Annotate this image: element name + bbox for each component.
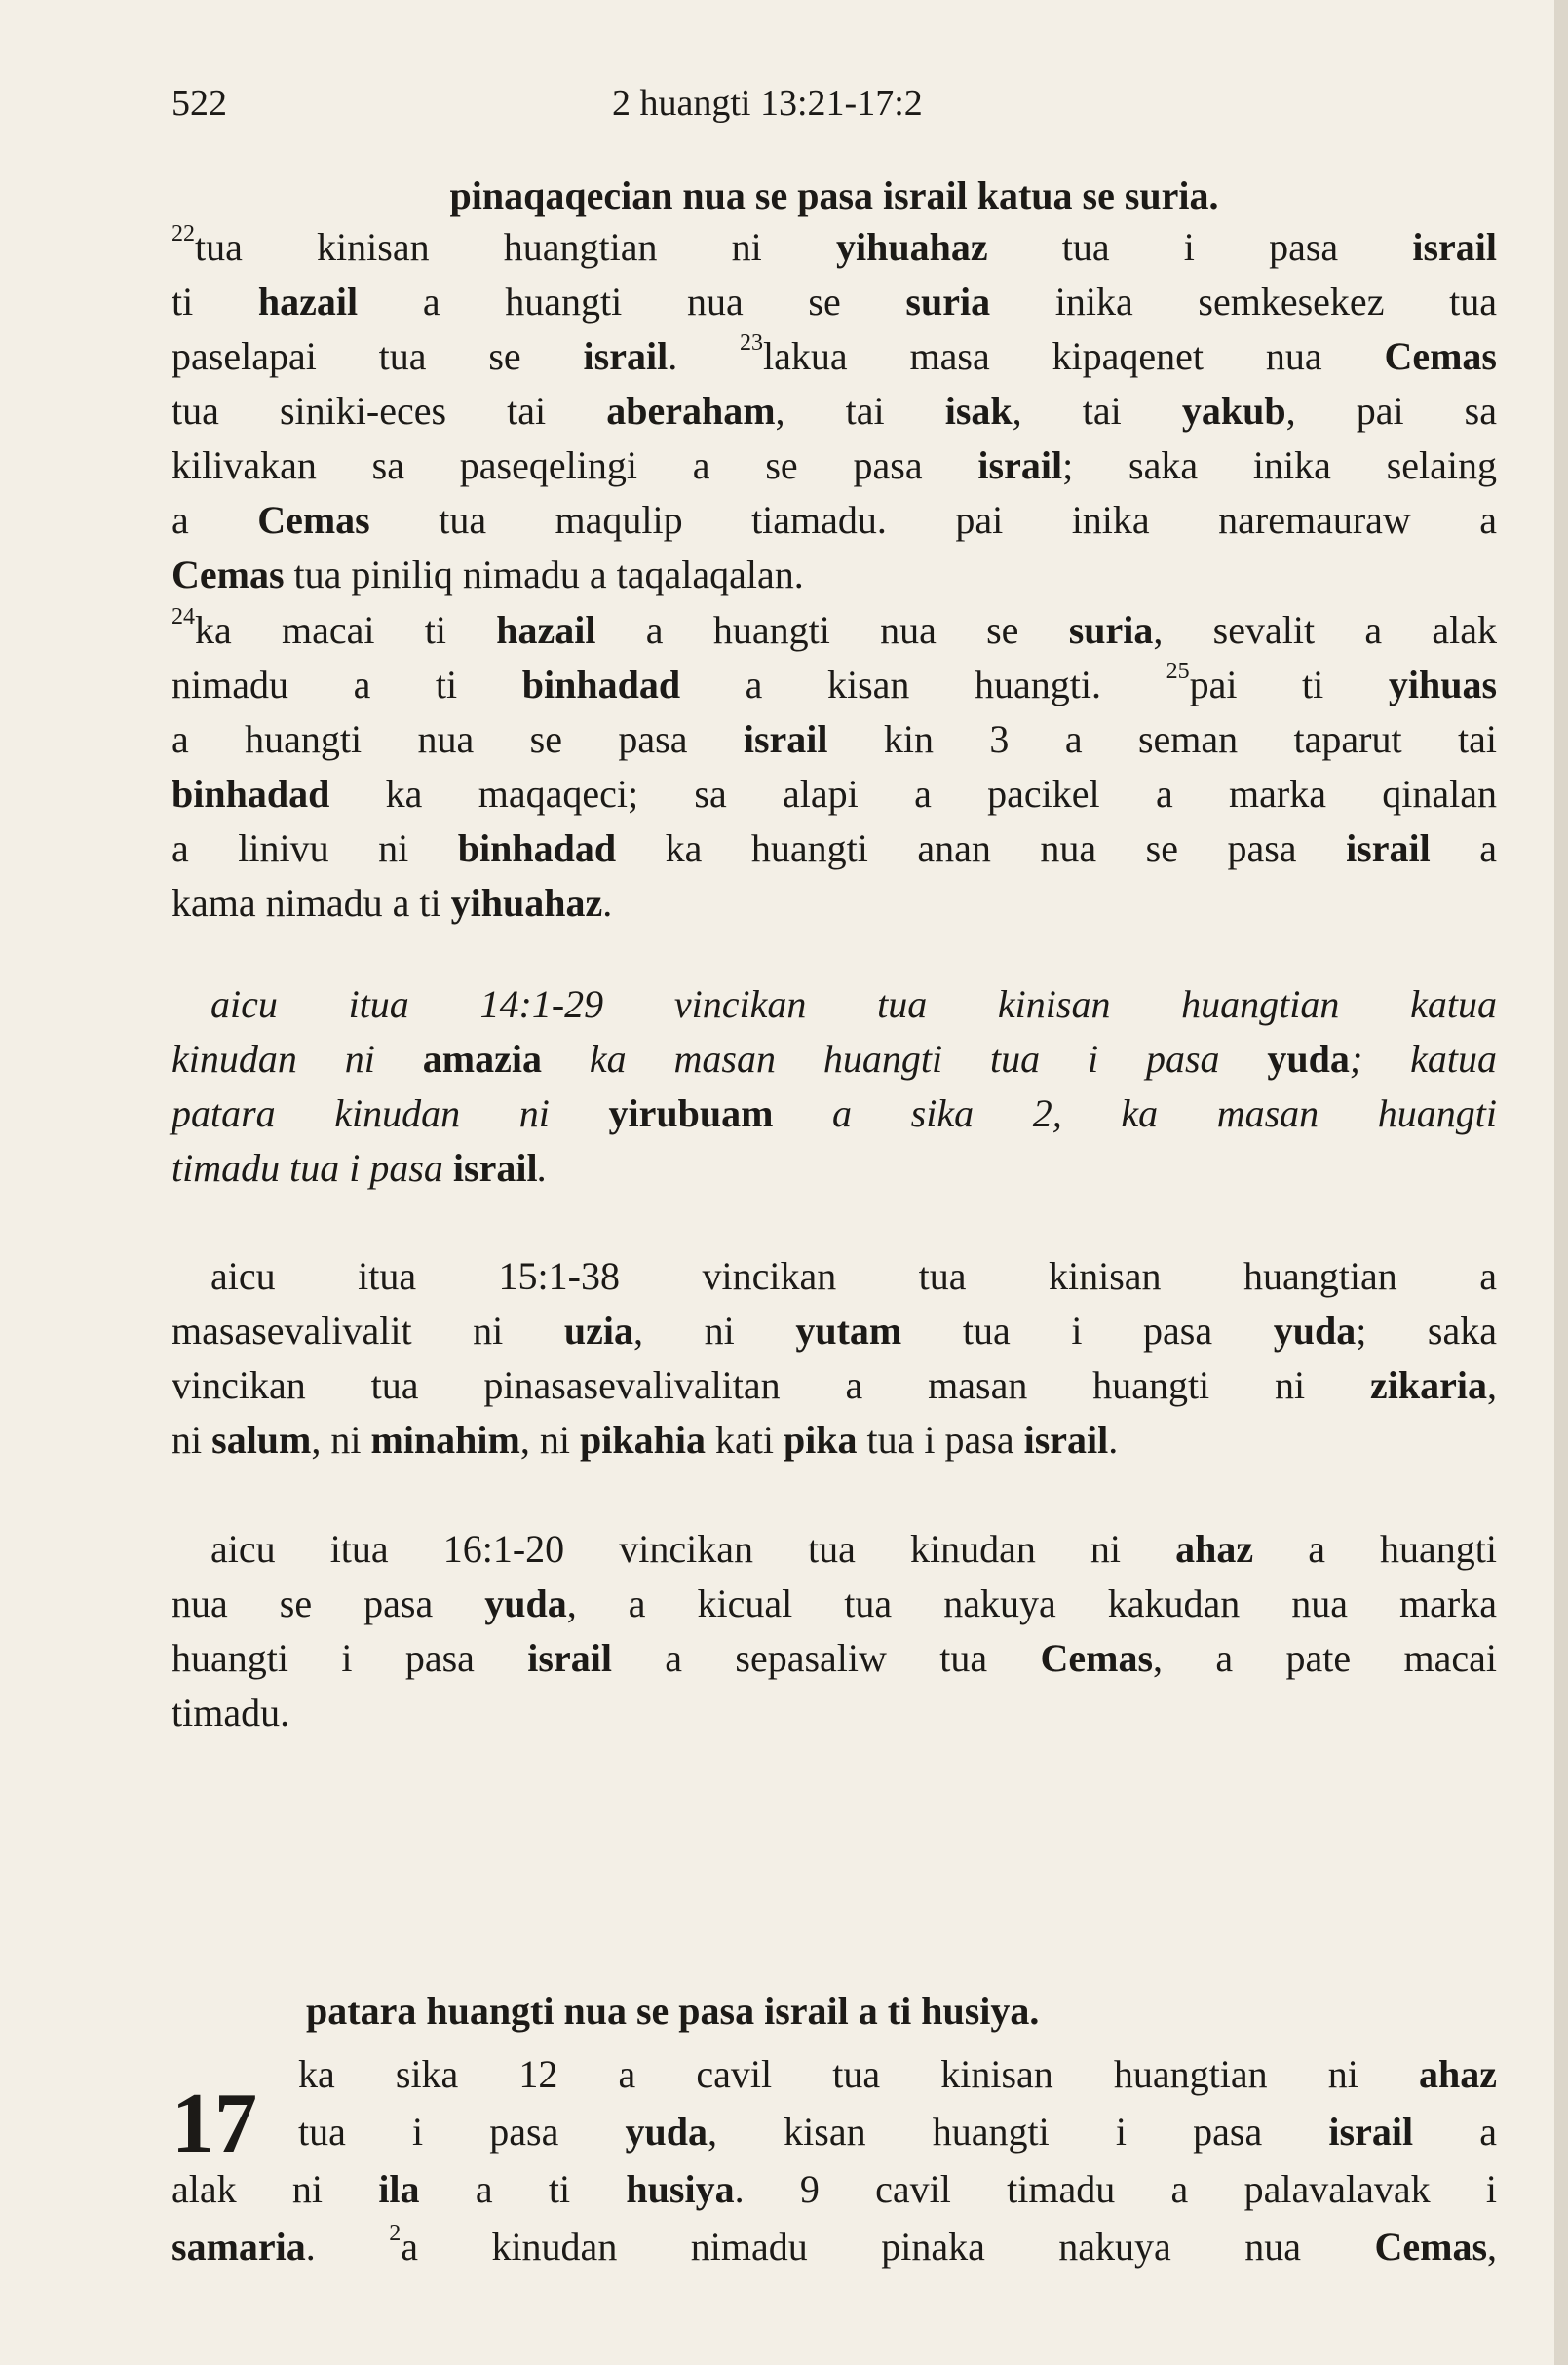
text-line: a huangti nua se pasa israil kin 3 a seman taparut tai (172, 717, 1497, 761)
text-line: a Cemas tua maqulip tiamadu. pai inika naremauraw a (172, 498, 1497, 542)
page-edge (1554, 0, 1568, 2365)
text-line: kama nimadu a ti yihuahaz. (172, 881, 613, 925)
verse-number: 24 (172, 604, 195, 629)
text-line: ti hazail a huangti nua se suria inika semkesekez tua (172, 280, 1497, 324)
verse-number: 2 (389, 2221, 402, 2246)
chapter-heading: patara huangti nua se pasa israil a ti husiya. (306, 1989, 1040, 2033)
section-heading: pinaqaqecian nua se pasa israil katua se suria. (449, 173, 1219, 217)
summary-line: huangti i pasa israil a sepasaliw tua Cemas, a pate macai (172, 1636, 1497, 1680)
summary-line: patara kinudan ni yirubuam a sika 2, ka masan huangti (172, 1091, 1497, 1135)
text-line: samaria. $^2$a kinudan nimadu pinaka nakuya nua Cemas, (172, 2221, 1498, 2269)
text-line: tua i pasa yuda, kisan huangti i pasa israil a (298, 2110, 1497, 2154)
summary-line: timadu tua i pasa israil. (172, 1146, 548, 1190)
text-line: $^{22}$tua kinisan huangtian ni yihuahaz tua i pasa israil (172, 221, 1497, 269)
summary-line: aicu itua 14:1-29 vincikan tua kinisan huangtian katua (210, 982, 1497, 1026)
text-line: tua siniki-eces tai aberaham, tai isak, tai yakub, pai sa (172, 389, 1498, 433)
verse-number: 23 (740, 330, 764, 356)
running-header (172, 82, 1497, 125)
summary-line: vincikan tua pinasasevalivalitan a masan huangti ni zikaria, (172, 1363, 1497, 1407)
verse-number: 25 (1166, 659, 1190, 684)
text-line: ka sika 12 a cavil tua kinisan huangtian ni ahaz (298, 2052, 1497, 2096)
verse-number: 22 (172, 221, 195, 247)
summary-line: masasevalivalit ni uzia, ni yutam tua i pasa yuda; saka (172, 1309, 1498, 1353)
summary-line: kinudan ni amazia ka masan huangti tua i pasa yuda; katua (172, 1037, 1497, 1081)
running-title: 2 huangti 13:21-17:2 (612, 83, 923, 124)
text-line: kilivakan sa paseqelingi a se pasa israil; saka inika selaing (172, 443, 1498, 487)
page-number: 522 (172, 83, 227, 124)
text-line: alak ni ila a ti husiya. 9 cavil timadu a palavalavak i (172, 2167, 1497, 2211)
summary-line: timadu. (172, 1691, 290, 1735)
text-line: nimadu a ti binhadad a kisan huangti. $^{25}$pai ti yihuas (172, 659, 1498, 706)
summary-line: aicu itua 15:1-38 vincikan tua kinisan huangtian a (210, 1254, 1497, 1298)
text-line: $^{24}$ka macai ti hazail a huangti nua se suria, sevalit a alak (172, 604, 1498, 652)
chapter-number: 17 (172, 2077, 257, 2171)
text-line: binhadad ka maqaqeci; sa alapi a pacikel a marka qinalan (172, 772, 1497, 816)
summary-line: aicu itua 16:1-20 vincikan tua kinudan ni ahaz a huangti (210, 1527, 1498, 1571)
text-line: paselapai tua se israil. $^{23}$lakua masa kipaqenet nua Cemas (172, 330, 1497, 378)
text-line: Cemas tua piniliq nimadu a taqalaqalan. (172, 553, 804, 596)
summary-line: ni salum, ni minahim, ni pikahia kati pika tua i pasa israil. (172, 1418, 1119, 1462)
summary-line: nua se pasa yuda, a kicual tua nakuya kakudan nua marka (172, 1582, 1497, 1625)
text-line: a linivu ni binhadad ka huangti anan nua se pasa israil a (172, 826, 1497, 870)
